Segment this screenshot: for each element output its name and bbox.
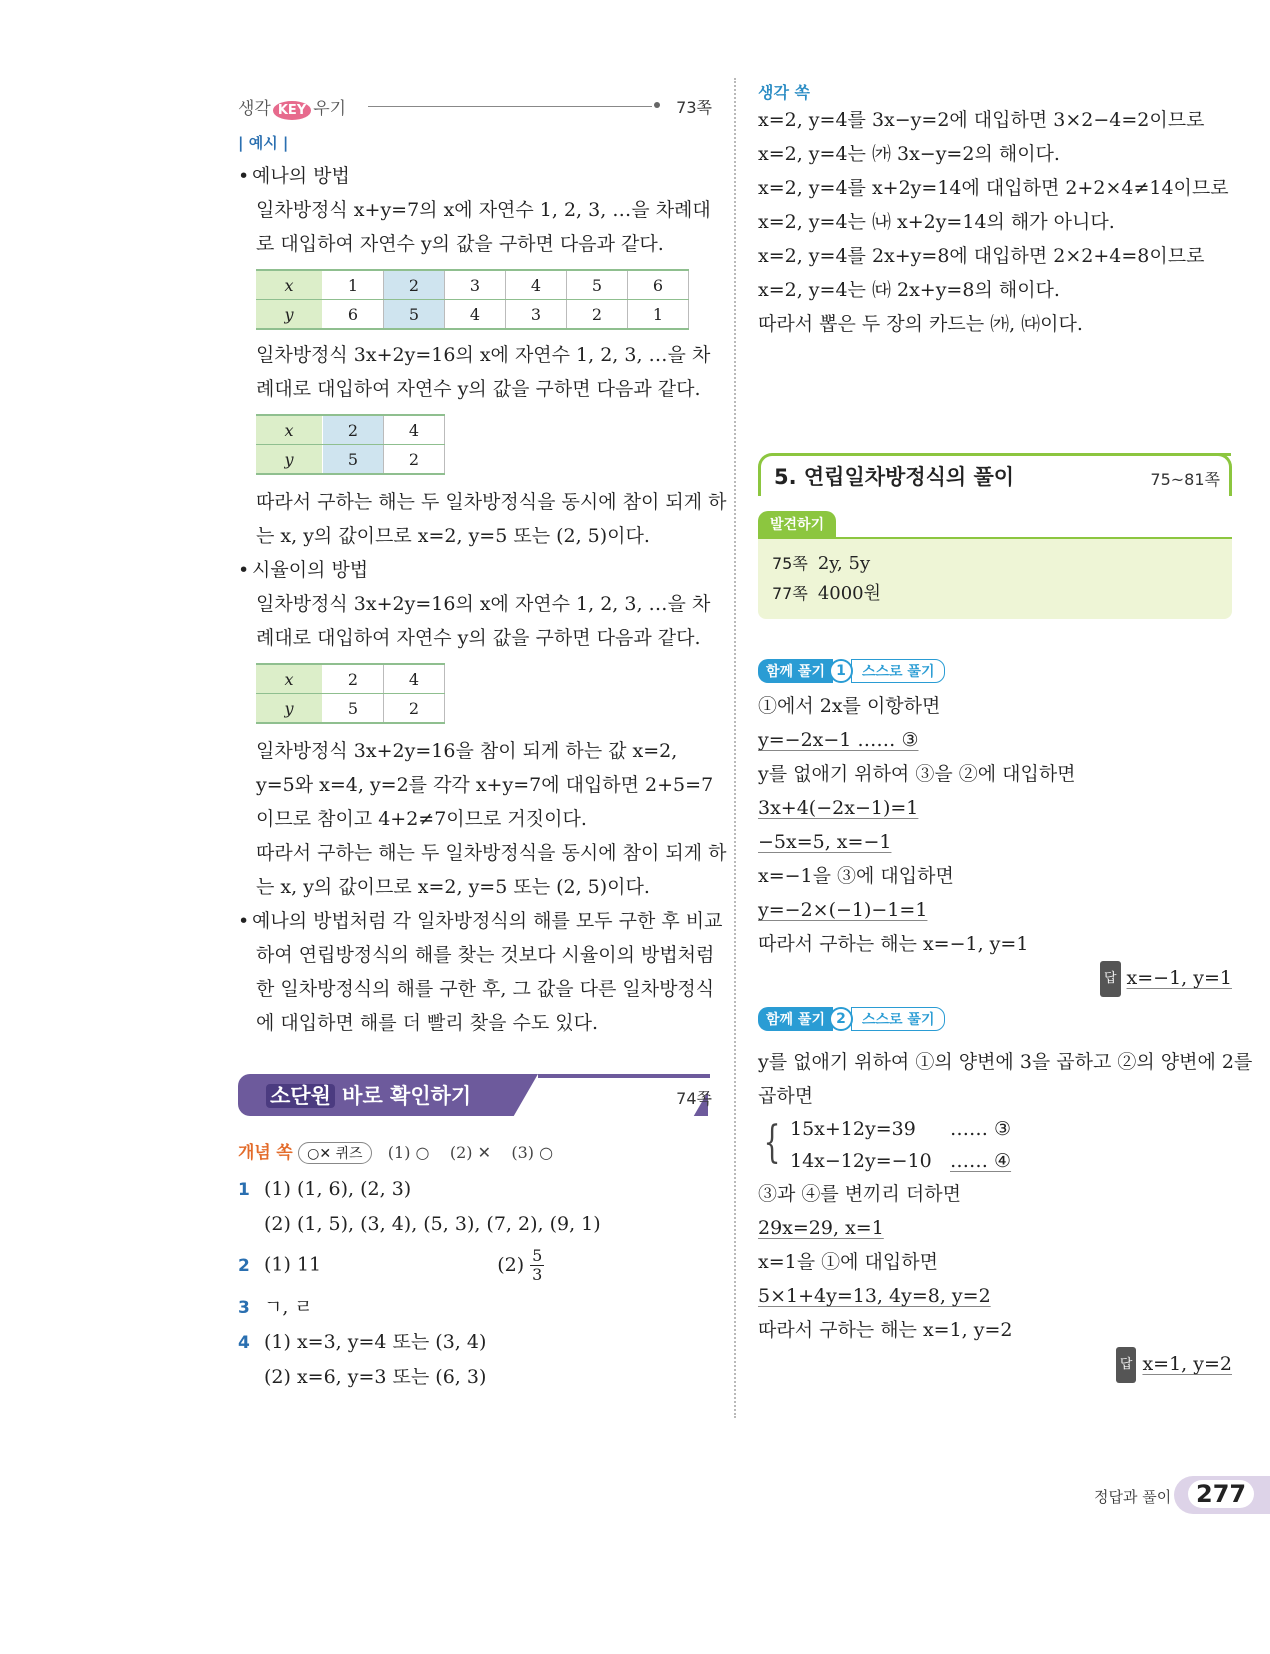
table-header-x: x — [256, 270, 323, 300]
table-cell: 4 — [384, 415, 445, 445]
leader-line — [368, 106, 652, 107]
question-number: 4 — [238, 1333, 250, 1353]
solve-2 — [758, 1007, 1253, 1383]
yena-p3-line: 따라서 구하는 해는 두 일차방정식을 동시에 참이 되게 하 — [256, 491, 727, 513]
table-header-x: x — [256, 664, 323, 694]
question-number: 1 — [238, 1180, 250, 1200]
thinking-line: x=2, y=4를 x+2y=14에 대입하면 2+2×4≠14이므로 — [758, 177, 1229, 199]
answer-list — [238, 1172, 712, 1394]
solve-badge: 함께 풀기 1 스스로 풀기 — [758, 659, 945, 683]
yena-p2-line: 일차방정식 3x+2y=16의 x에 자연수 1, 2, 3, …을 차 — [256, 344, 711, 366]
table-cell-highlight: 2 — [323, 415, 384, 445]
thinking-line: x=2, y=4는 ㈐ 2x+y=8의 해이다. — [758, 279, 1060, 301]
yena-p3-line: 는 x, y의 값이므로 x=2, y=5 또는 (2, 5)이다. — [256, 525, 650, 547]
concept-check-icon: 쏙 — [276, 1143, 293, 1163]
table-cell: 4 — [384, 664, 445, 694]
yena-title: • 예나의 방법 — [252, 159, 712, 193]
final-answer: 답 x=1, y=2 — [758, 1347, 1232, 1383]
answer-text: (1) (1, 6), (2, 3) — [264, 1178, 412, 1200]
section-header — [238, 1074, 712, 1118]
table-cell-highlight: 2 — [384, 270, 445, 300]
siyul-p1-line: 례대로 대입하여 자연수 y의 값을 구하면 다음과 같다. — [256, 627, 701, 649]
thinking-line: x=2, y=4를 2x+y=8에 대입하면 2×2+4=8이므로 — [758, 245, 1205, 267]
concept-quiz-row — [238, 1138, 712, 1164]
question-number: 2 — [238, 1255, 250, 1276]
table-header-y: y — [256, 694, 323, 724]
solve-1 — [758, 659, 1232, 997]
solve-line: 따라서 구하는 해는 x=1, y=2 — [758, 1319, 1013, 1341]
solve-line: 곱하면 — [758, 1085, 814, 1107]
solve-line: ①에서 2x를 이항하면 — [758, 695, 941, 717]
solve-line: 따라서 구하는 해는 x=−1, y=1 — [758, 933, 1029, 955]
compare-line: 에 대입하면 해를 더 빨리 찾을 수도 있다. — [256, 1012, 598, 1034]
concept-label: 개념 — [238, 1143, 271, 1163]
discover-row: 77쪽 4000원 — [772, 583, 882, 604]
chapter-page: 75~81쪽 — [1150, 470, 1220, 489]
yena-table-2 — [256, 414, 445, 475]
fraction: $\frac{5}{3}$ — [532, 1246, 543, 1284]
answer-tag: 답 — [1116, 1347, 1137, 1383]
table-cell: 2 — [384, 694, 445, 724]
ox-quiz-badge: ○✕ 퀴즈 — [298, 1142, 371, 1164]
siyul-p2-line: 따라서 구하는 해는 두 일차방정식을 동시에 참이 되게 하 — [256, 842, 727, 864]
table-cell: 2 — [567, 300, 628, 330]
left-body — [238, 132, 727, 1394]
thinking-line: x=2, y=4는 ㈏ x+2y=14의 해가 아니다. — [758, 211, 1115, 233]
key-header — [238, 92, 712, 122]
section-highlight: 소단원 — [266, 1084, 335, 1108]
yena-p1-line: 로 대입하여 자연수 y의 값을 구하면 다음과 같다. — [256, 233, 664, 255]
table-header-x: x — [256, 415, 323, 445]
solve-line: x=1을 ①에 대입하면 — [758, 1251, 938, 1273]
table-cell: 1 — [628, 300, 689, 330]
leader-dot — [654, 102, 660, 108]
answer-text: (2) (1, 5), (3, 4), (5, 3), (7, 2), (9, 1) — [264, 1213, 601, 1235]
answer-text: (1) x=3, y=4 또는 (3, 4) — [264, 1331, 487, 1353]
thinking-line: x=2, y=4를 3x−y=2에 대입하면 3×2−4=2이므로 — [758, 109, 1205, 131]
solve-line: −5x=5, x=−1 — [758, 831, 892, 853]
table-cell: 4 — [506, 270, 567, 300]
page-footer — [1094, 1474, 1270, 1514]
thinking-label: 생각 쏙 — [758, 83, 810, 102]
page-number: 277 — [1188, 1480, 1254, 1508]
system-tag: …… ④ — [950, 1150, 1012, 1172]
key-page-ref: 73쪽 — [676, 98, 712, 117]
solve-line: y=−2×(−1)−1=1 — [758, 899, 928, 921]
siyul-p1-line: 일차방정식 3x+2y=16의 x에 자연수 1, 2, 3, …을 차 — [256, 593, 711, 615]
solve-line: y=−2x−1 …… ③ — [758, 729, 919, 751]
discover-tab: 발견하기 — [758, 511, 836, 537]
table-cell: 3 — [506, 300, 567, 330]
discover-row: 75쪽 2y, 5y — [772, 553, 871, 574]
table-cell: 5 — [567, 270, 628, 300]
solve-line: 3x+4(−2x−1)=1 — [758, 797, 919, 819]
yena-table-1 — [256, 269, 689, 330]
siyul-table — [256, 663, 445, 724]
answer-text: (2) x=6, y=3 또는 (6, 3) — [264, 1366, 487, 1388]
key-prefix: 생각 — [238, 99, 271, 119]
table-cell: 1 — [323, 270, 384, 300]
yena-p2-line: 례대로 대입하여 자연수 y의 값을 구하면 다음과 같다. — [256, 378, 701, 400]
thinking-line: 따라서 뽑은 두 장의 카드는 ㈎, ㈐이다. — [758, 313, 1083, 335]
table-cell: 6 — [323, 300, 384, 330]
final-answer: 답 x=−1, y=1 — [758, 961, 1232, 997]
compare-line: • 예나의 방법처럼 각 일차방정식의 해를 모두 구한 후 비교 — [252, 904, 712, 938]
system-eq: 15x+12y=39 — [790, 1118, 916, 1140]
compare-line: 하여 연립방정식의 해를 찾는 것보다 시율이의 방법처럼 — [256, 944, 715, 966]
table-cell: 4 — [445, 300, 506, 330]
example-tag: | 예시 | — [238, 134, 289, 152]
footer-label: 정답과 풀이 — [1094, 1488, 1172, 1506]
answer-text: (2) — [497, 1253, 525, 1276]
equation-system — [758, 1113, 1232, 1177]
solve-badge: 함께 풀기 2 스스로 풀기 — [758, 1007, 945, 1031]
solve-line: y를 없애기 위하여 ①의 양변에 3을 곱하고 ②의 양변에 2를 — [758, 1051, 1253, 1073]
answer-tag: 답 — [1100, 961, 1121, 997]
solve-line: 29x=29, x=1 — [758, 1217, 884, 1239]
brace-icon: { — [763, 1117, 781, 1168]
siyul-p2-line: 이므로 참이고 4+2≠7이므로 거짓이다. — [256, 808, 587, 830]
answer-text: ㄱ, ㄹ — [264, 1296, 313, 1318]
siyul-p2-line: 일차방정식 3x+2y=16을 참이 되게 하는 값 x=2, — [256, 740, 678, 762]
system-tag: …… ③ — [950, 1118, 1012, 1140]
thinking-block — [758, 103, 1232, 341]
chapter-header — [758, 453, 1232, 495]
table-cell: 6 — [628, 270, 689, 300]
table-cell-highlight: 5 — [323, 445, 384, 475]
section-title: 바로 확인하기 — [342, 1084, 472, 1108]
table-header-y: y — [256, 445, 323, 475]
solve-line: ③과 ④를 변끼리 더하면 — [758, 1183, 961, 1205]
thinking-line: x=2, y=4는 ㈎ 3x−y=2의 해이다. — [758, 143, 1060, 165]
yena-p1-line: 일차방정식 x+y=7의 x에 자연수 1, 2, 3, …을 차례대 — [256, 199, 711, 221]
compare-line: 한 일차방정식의 해를 구한 후, 그 값을 다른 일차방정식 — [256, 978, 715, 1000]
table-cell: 5 — [323, 694, 384, 724]
table-cell-highlight: 5 — [384, 300, 445, 330]
solve-line: y를 없애기 위하여 ③을 ②에 대입하면 — [758, 763, 1076, 785]
system-eq: 14x−12y=−10 — [790, 1150, 932, 1172]
key-suffix: 우기 — [313, 99, 347, 119]
solve-line: x=−1을 ③에 대입하면 — [758, 865, 954, 887]
discover-box — [758, 511, 1232, 619]
table-header-y: y — [256, 300, 323, 330]
question-number: 3 — [238, 1298, 250, 1318]
chapter-title: 5. 연립일차방정식의 풀이 — [774, 465, 1015, 489]
section-page: 74쪽 — [676, 1089, 712, 1108]
table-cell: 2 — [384, 445, 445, 475]
siyul-p2-line: 는 x, y의 값이므로 x=2, y=5 또는 (2, 5)이다. — [256, 876, 650, 898]
right-body — [758, 80, 1253, 1383]
answer-text: (1) 11 — [264, 1253, 322, 1276]
table-cell: 2 — [323, 664, 384, 694]
key-badge: KEY — [273, 101, 311, 120]
siyul-title: • 시율이의 방법 — [252, 553, 712, 587]
siyul-p2-line: y=5와 x=4, y=2를 각각 x+y=7에 대입하면 2+5=7 — [256, 774, 714, 796]
concept-answers: (1) ○ (2) ✕ (3) ○ — [387, 1143, 554, 1162]
solve-line: 5×1+4y=13, 4y=8, y=2 — [758, 1285, 991, 1307]
table-cell: 3 — [445, 270, 506, 300]
column-divider — [734, 78, 736, 1418]
